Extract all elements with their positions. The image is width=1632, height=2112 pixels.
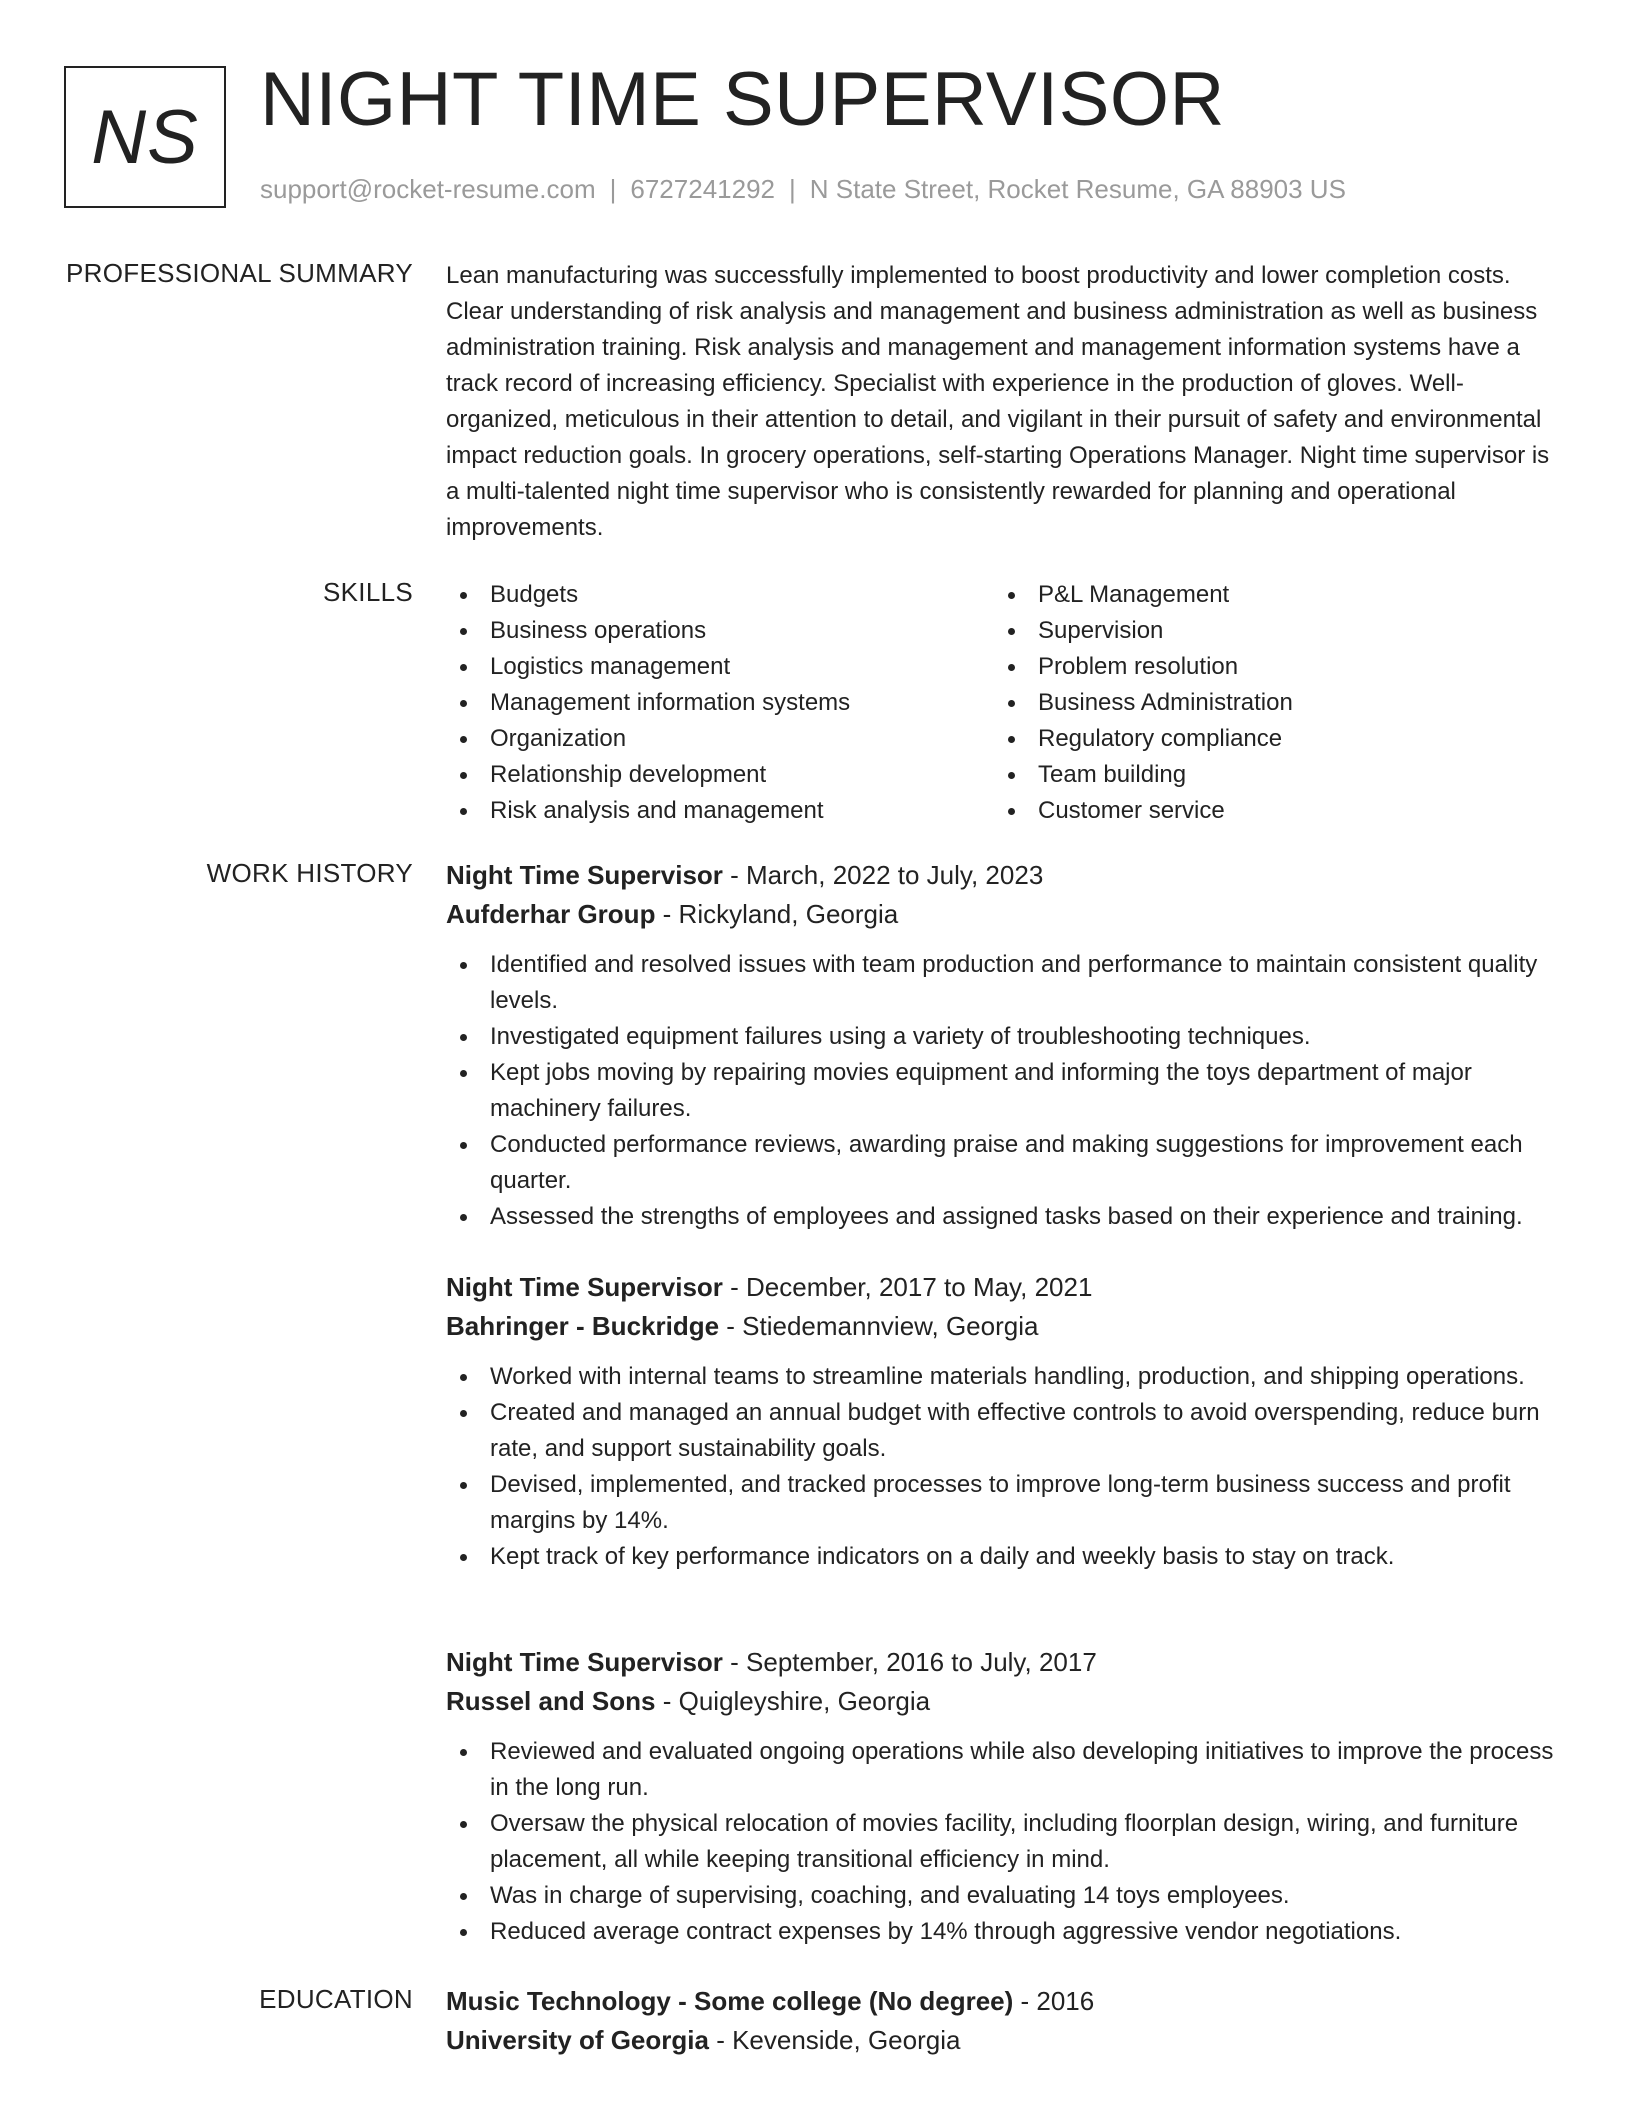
contact-separator: |	[609, 174, 617, 204]
initials: NS	[91, 94, 199, 180]
job-title-line	[446, 856, 1566, 895]
skill-item: Relationship development	[446, 757, 994, 793]
skill-item: Risk analysis and management	[446, 793, 994, 829]
job-title: Night Time Supervisor	[446, 1647, 723, 1677]
skills-list-left	[446, 577, 994, 829]
job-bullets	[446, 1359, 1566, 1575]
candidate-name: NIGHT TIME SUPERVISOR	[260, 57, 1225, 142]
job-bullets	[446, 1734, 1566, 1950]
job-entry	[446, 1643, 1566, 1950]
skill-item: Customer service	[994, 793, 1542, 829]
job-location: - Quigleyshire, Georgia	[655, 1686, 931, 1716]
skill-item: Organization	[446, 721, 994, 757]
skill-item: P&L Management	[994, 577, 1542, 613]
skills-columns	[446, 577, 1566, 829]
job-company-line	[446, 1682, 1566, 1721]
contact-email: support@rocket-resume.com	[260, 174, 596, 204]
job-dates: - September, 2016 to July, 2017	[722, 1647, 1097, 1677]
job-bullet: Reviewed and evaluated ongoing operations while also developing initiatives to improve the process in the long run.	[446, 1734, 1566, 1806]
job-bullet: Kept jobs moving by repairing movies equipment and informing the toys department of major machinery failures.	[446, 1055, 1566, 1127]
job-title-line	[446, 1268, 1566, 1307]
job-bullet: Worked with internal teams to streamline materials handling, production, and shipping operations.	[446, 1359, 1566, 1395]
job-company: Bahringer - Buckridge	[446, 1311, 720, 1341]
job-bullet: Created and managed an annual budget with effective controls to avoid overspending, reduce burn rate, and support sustainability goals.	[446, 1395, 1566, 1467]
skill-item: Regulatory compliance	[994, 721, 1542, 757]
job-location: - Stiedemannview, Georgia	[719, 1311, 1039, 1341]
summary-text: Lean manufacturing was successfully implemented to boost productivity and lower completion costs. Clear understanding of risk analysis and management and business administration as well as business administration training. Risk analysis and management and management information systems have a track record of increasing efficiency. Specialist with experience in the production of gloves. Well-organized, meticulous in their attention to detail, and vigilant in their pursuit of safety and environmental impact reduction goals. In grocery operations, self-starting Operations Manager. Night time supervisor is a multi-talented night time supervisor who is consistently rewarded for planning and operational improvements.	[446, 262, 1550, 541]
contact-address: N State Street, Rocket Resume, GA 88903 US	[809, 174, 1346, 204]
job-dates: - March, 2022 to July, 2023	[722, 860, 1044, 890]
job-bullet: Conducted performance reviews, awarding praise and making suggestions for improvement each quarter.	[446, 1127, 1566, 1199]
skill-item: Management information systems	[446, 685, 994, 721]
section-label-skills: SKILLS	[323, 577, 413, 607]
skill-item: Problem resolution	[994, 649, 1542, 685]
contact-separator: |	[789, 174, 796, 204]
job-bullet: Oversaw the physical relocation of movies facility, including floorplan design, wiring, and furniture placement, all while keeping transitional efficiency in mind.	[446, 1806, 1566, 1878]
skill-item: Team building	[994, 757, 1542, 793]
job-bullets	[446, 947, 1566, 1235]
education-degree: Music Technology - Some college (No degree)	[446, 1986, 1014, 2016]
job-bullet: Assessed the strengths of employees and assigned tasks based on their experience and training.	[446, 1199, 1566, 1235]
education-school: University of Georgia	[446, 2025, 709, 2055]
job-title: Night Time Supervisor	[446, 1272, 723, 1302]
job-company: Aufderhar Group	[446, 899, 656, 929]
monogram-box	[64, 66, 226, 208]
skill-item: Supervision	[994, 613, 1542, 649]
job-location: - Rickyland, Georgia	[655, 899, 899, 929]
job-bullet: Investigated equipment failures using a variety of troubleshooting techniques.	[446, 1019, 1566, 1055]
job-entry	[446, 1268, 1566, 1575]
skills-list-right	[994, 577, 1542, 829]
skill-item: Business operations	[446, 613, 994, 649]
education-location: - Kevenside, Georgia	[708, 2025, 961, 2055]
contact-phone: 6727241292	[630, 174, 775, 204]
skill-item: Business Administration	[994, 685, 1542, 721]
education-entry	[446, 1982, 1566, 2060]
job-bullet: Devised, implemented, and tracked processes to improve long-term business success and profit margins by 14%.	[446, 1467, 1566, 1539]
section-label-summary: PROFESSIONAL SUMMARY	[66, 258, 413, 288]
education-year: - 2016	[1013, 1986, 1095, 2016]
education-degree-line	[446, 1982, 1566, 2021]
contact-line	[260, 174, 1346, 205]
job-bullet: Kept track of key performance indicators on a daily and weekly basis to stay on track.	[446, 1539, 1566, 1575]
job-title: Night Time Supervisor	[446, 860, 723, 890]
skill-item: Budgets	[446, 577, 994, 613]
section-label-education: EDUCATION	[259, 1984, 413, 2014]
job-company-line	[446, 1307, 1566, 1346]
job-bullet: Reduced average contract expenses by 14% through aggressive vendor negotiations.	[446, 1914, 1566, 1950]
job-bullet: Was in charge of supervising, coaching, and evaluating 14 toys employees.	[446, 1878, 1566, 1914]
job-dates: - December, 2017 to May, 2021	[722, 1272, 1093, 1302]
job-title-line	[446, 1643, 1566, 1682]
education-school-line	[446, 2021, 1566, 2060]
job-company-line	[446, 895, 1566, 934]
skill-item: Logistics management	[446, 649, 994, 685]
job-entry	[446, 856, 1566, 1235]
section-label-work-history: WORK HISTORY	[206, 858, 413, 888]
job-bullet: Identified and resolved issues with team production and performance to maintain consistent quality levels.	[446, 947, 1566, 1019]
job-company: Russel and Sons	[446, 1686, 656, 1716]
